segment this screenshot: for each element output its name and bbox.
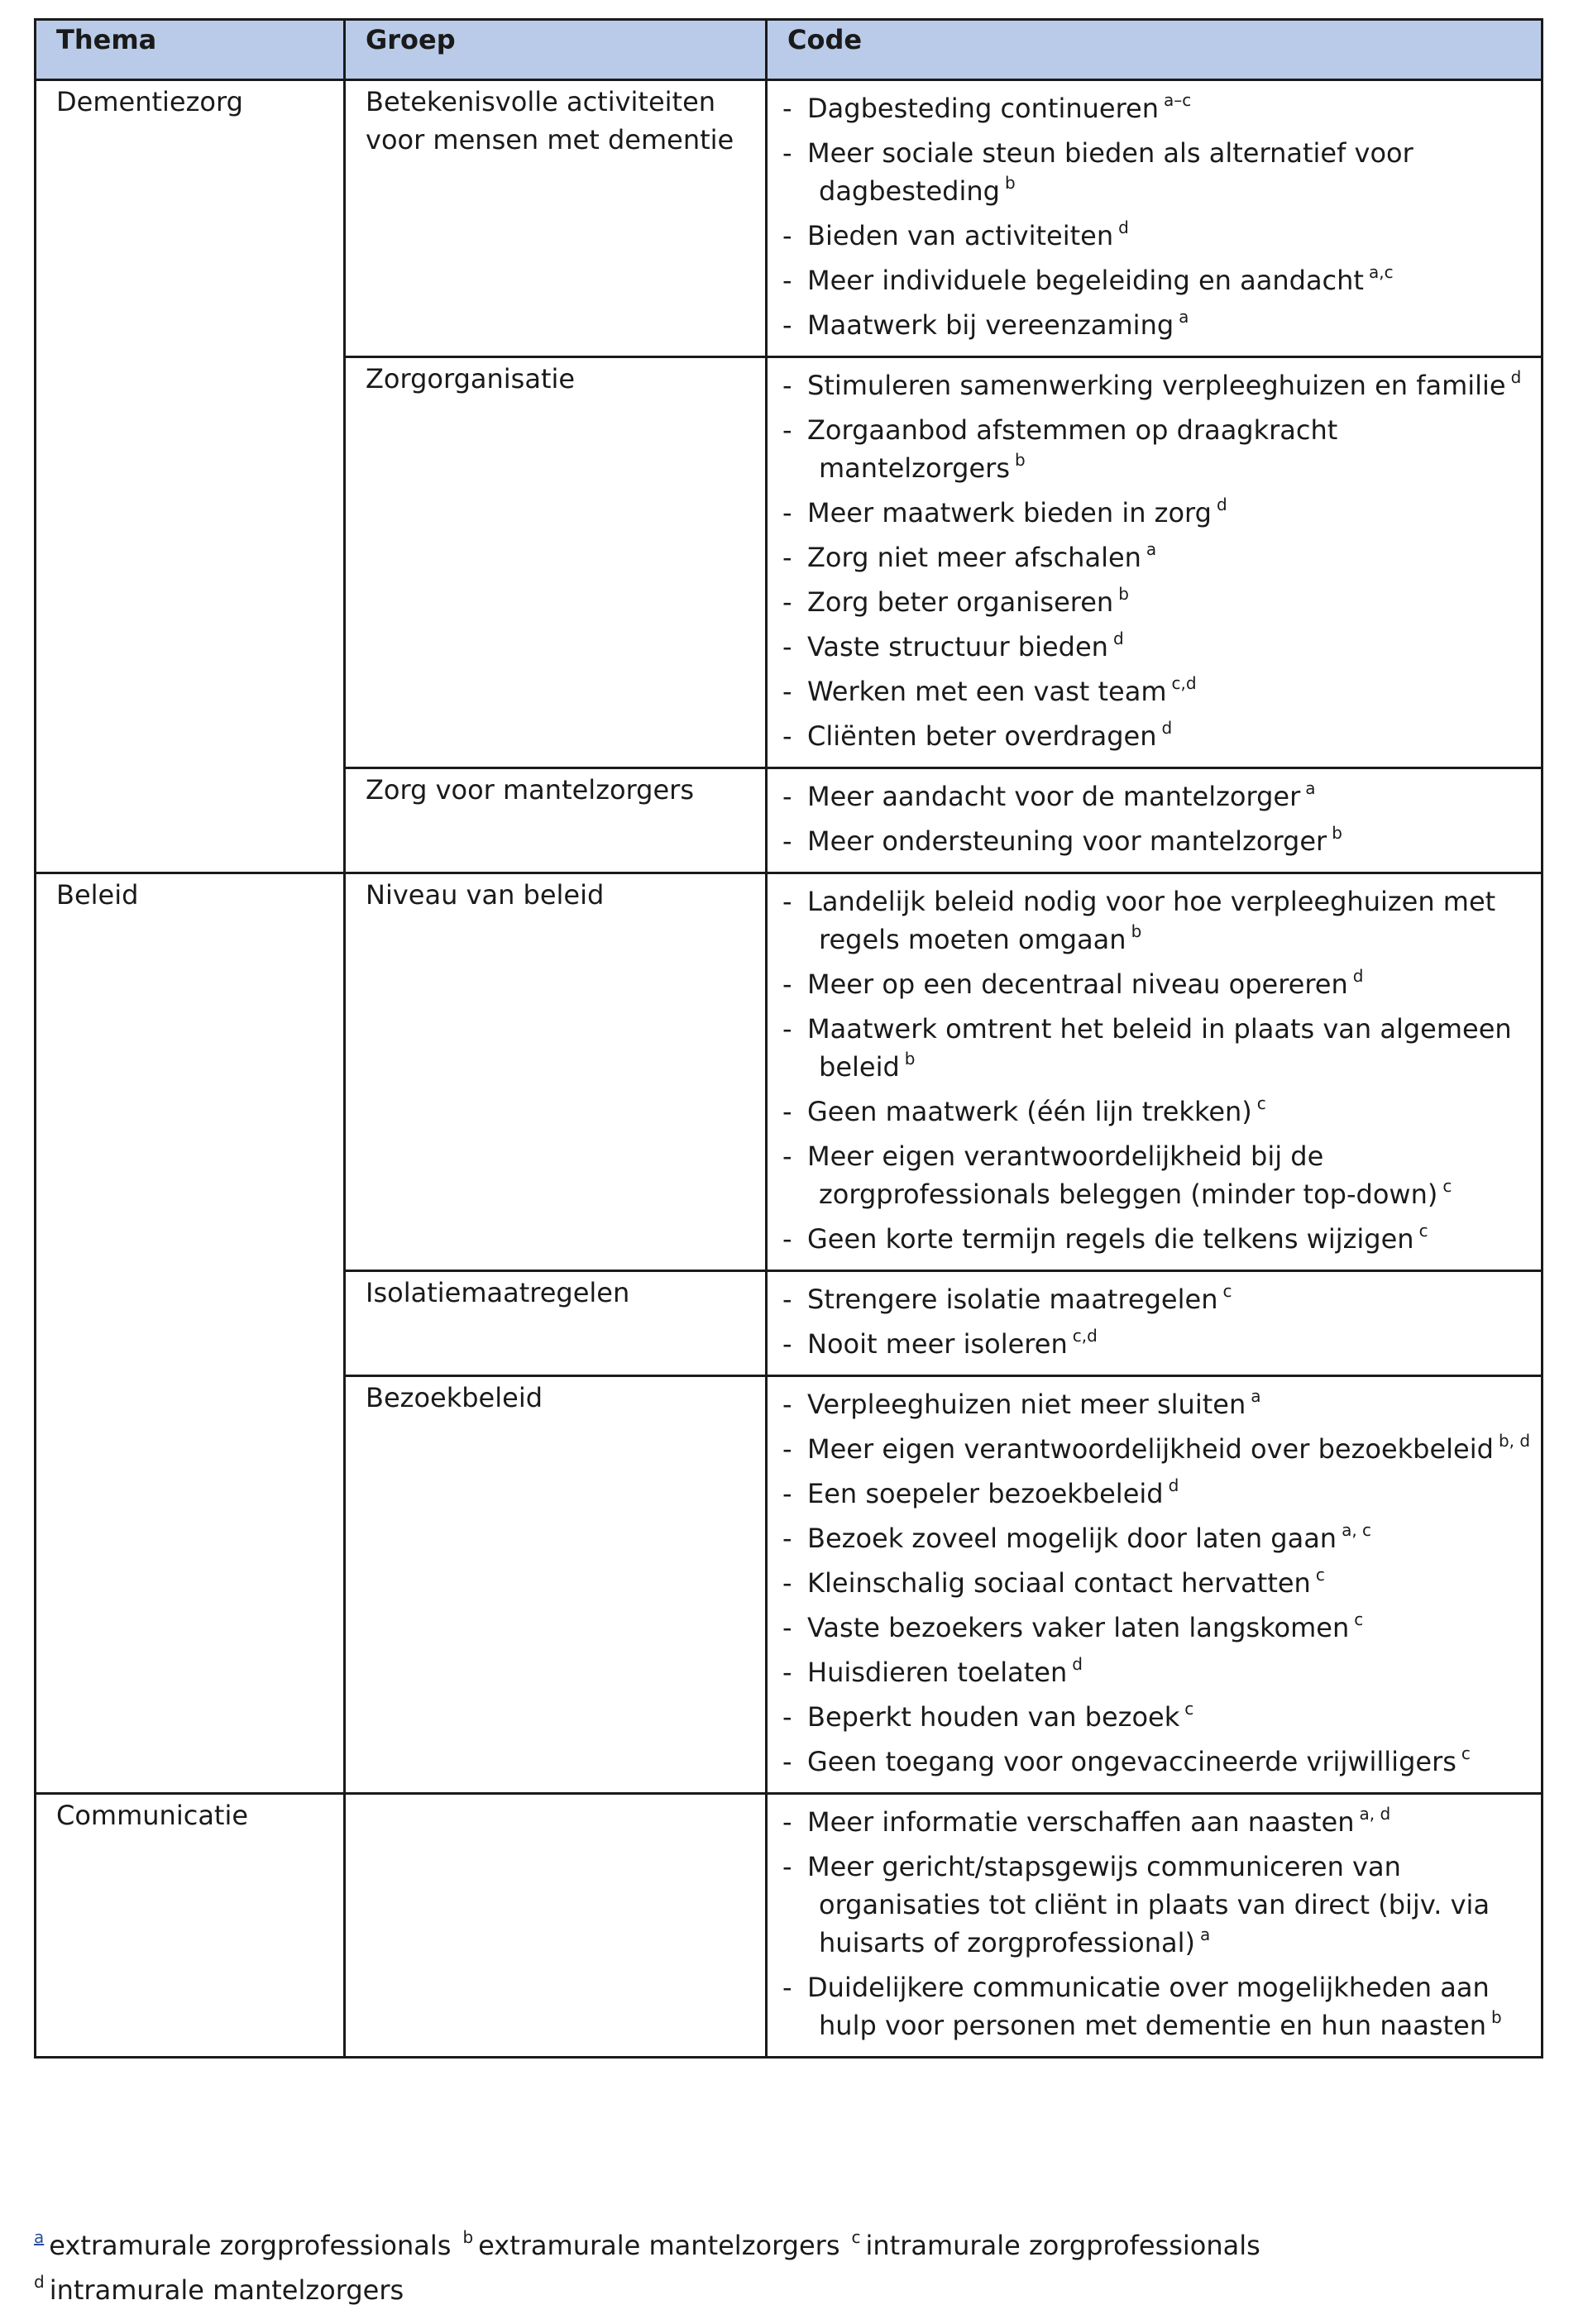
code-item: [782, 583, 1531, 621]
groep-cell: Bezoekbeleid: [345, 1376, 767, 1794]
code-item: [782, 306, 1531, 344]
code-text: Cliënten beter overdragen: [807, 720, 1157, 752]
column-header-code: Code: [767, 20, 1543, 80]
source-marker: c,d: [1072, 1326, 1098, 1346]
source-marker: d: [1072, 1654, 1083, 1674]
code-text: Maatwerk omtrent het beleid in plaats van algemeen beleid: [807, 1013, 1512, 1083]
list-dash: -: [782, 720, 792, 752]
code-text: Strengere isolatie maatregelen: [807, 1284, 1218, 1315]
list-dash: -: [782, 1851, 792, 1882]
code-text: Bezoek zoveel mogelijk door laten gaan: [807, 1523, 1337, 1554]
code-cell: [767, 80, 1543, 357]
code-text: Huisdieren toelaten: [807, 1657, 1068, 1688]
footnotes: [34, 2223, 1541, 2312]
code-text: Meer sociale steun bieden als alternatief voor dagbesteding: [807, 137, 1413, 207]
list-dash: -: [782, 137, 792, 169]
codes-table: [34, 18, 1543, 2059]
list-dash: -: [782, 1223, 792, 1255]
list-dash: -: [782, 542, 792, 573]
code-text: Bieden van activiteiten: [807, 220, 1114, 251]
code-list: [782, 1803, 1531, 2044]
list-dash: -: [782, 631, 792, 662]
code-cell: [767, 1794, 1543, 2058]
source-marker: a: [1251, 1386, 1261, 1406]
footnote-line-2: [34, 2268, 1541, 2312]
footnote-marker: d: [34, 2272, 45, 2292]
code-item: [782, 1803, 1531, 1841]
list-dash: -: [782, 886, 792, 917]
thema-cell: Dementiezorg: [36, 80, 345, 873]
list-dash: -: [782, 370, 792, 401]
code-text: Kleinschalig sociaal contact hervatten: [807, 1567, 1311, 1599]
code-item: [782, 628, 1531, 666]
code-text: Meer op een decentraal niveau opereren: [807, 968, 1348, 1000]
source-marker: c: [1256, 1093, 1266, 1113]
source-marker: a: [1179, 307, 1189, 327]
code-item: [782, 1430, 1531, 1468]
code-item: [782, 261, 1531, 299]
code-cell: [767, 1271, 1543, 1376]
code-item: [782, 1385, 1531, 1423]
code-item: [782, 1564, 1531, 1602]
code-item: [782, 1475, 1531, 1513]
footnote-item: [851, 2227, 1260, 2261]
code-item: [782, 411, 1531, 487]
code-item: [782, 822, 1531, 860]
source-marker: a–c: [1164, 90, 1192, 110]
code-cell: [767, 873, 1543, 1271]
code-item: [782, 777, 1531, 815]
code-item: [782, 1137, 1531, 1213]
source-marker: b: [1004, 173, 1016, 193]
code-cell: [767, 357, 1543, 768]
thema-cell: Communicatie: [36, 1794, 345, 2058]
code-item: [782, 965, 1531, 1003]
source-marker: c: [1222, 1281, 1232, 1301]
footnote-text: extramurale mantelzorgers: [478, 2230, 840, 2261]
footnote-item: [34, 2274, 404, 2306]
source-marker: a, c: [1342, 1520, 1372, 1540]
code-list: [782, 1280, 1531, 1363]
list-dash: -: [782, 1013, 792, 1045]
code-cell: [767, 768, 1543, 873]
list-dash: -: [782, 1657, 792, 1688]
code-cell: [767, 1376, 1543, 1794]
code-list: [782, 89, 1531, 344]
code-text: Beperkt houden van bezoek: [807, 1701, 1180, 1733]
code-text: Geen korte termijn regels die telkens wijzigen: [807, 1223, 1414, 1255]
code-item: [782, 366, 1531, 404]
list-dash: -: [782, 1972, 792, 2003]
list-dash: -: [782, 1140, 792, 1172]
list-dash: -: [782, 1567, 792, 1599]
source-marker: c,d: [1171, 673, 1197, 693]
groep-cell: Betekenisvolle activiteiten voor mensen met dementie: [345, 80, 767, 357]
list-dash: -: [782, 825, 792, 857]
footnote-marker: c: [851, 2227, 861, 2247]
code-text: Zorg beter organiseren: [807, 586, 1114, 618]
list-dash: -: [782, 220, 792, 251]
code-item: [782, 1220, 1531, 1258]
footnote-marker: a: [34, 2227, 45, 2247]
source-marker: d: [1216, 495, 1227, 514]
code-item: [782, 717, 1531, 755]
code-text: Meer ondersteuning voor mantelzorger: [807, 825, 1327, 857]
source-marker: d: [1161, 718, 1173, 738]
list-dash: -: [782, 1389, 792, 1420]
source-marker: b, d: [1498, 1431, 1531, 1451]
list-dash: -: [782, 1433, 792, 1465]
list-dash: -: [782, 1806, 792, 1838]
code-item: [782, 217, 1531, 255]
table-body: [36, 80, 1543, 2058]
code-item: [782, 1325, 1531, 1363]
column-header-groep: Groep: [345, 20, 767, 80]
code-text: Werken met een vast team: [807, 676, 1167, 707]
code-item: [782, 882, 1531, 959]
code-item: [782, 134, 1531, 210]
groep-cell: [345, 1794, 767, 2058]
code-item: [782, 1093, 1531, 1131]
list-dash: -: [782, 968, 792, 1000]
list-dash: -: [782, 1523, 792, 1554]
table-row: [36, 80, 1543, 357]
footnote-line-1: [34, 2223, 1541, 2268]
list-dash: -: [782, 1701, 792, 1733]
code-text: Dagbesteding continueren: [807, 93, 1159, 124]
list-dash: -: [782, 309, 792, 341]
code-text: Duidelijkere communicatie over mogelijkheden aan hulp voor personen met dementie en hun naasten: [807, 1972, 1490, 2041]
code-item: [782, 1848, 1531, 1962]
source-marker: b: [1131, 921, 1142, 941]
list-dash: -: [782, 676, 792, 707]
list-dash: -: [782, 1612, 792, 1643]
footnote-text: intramurale zorgprofessionals: [865, 2230, 1260, 2261]
column-header-thema: Thema: [36, 20, 345, 80]
source-marker: d: [1510, 367, 1522, 387]
code-text: Maatwerk bij vereenzaming: [807, 309, 1174, 341]
code-list: [782, 777, 1531, 860]
source-marker: a, d: [1359, 1804, 1391, 1824]
table-row: [36, 1794, 1543, 2058]
code-item: [782, 1280, 1531, 1318]
footnote-item: [34, 2227, 452, 2261]
source-marker: c: [1354, 1609, 1364, 1629]
code-item: [782, 89, 1531, 127]
code-text: Meer gericht/stapsgewijs communiceren van organisaties tot cliënt in plaats van direct (bijv. via huisarts of zorgprofessional): [807, 1851, 1490, 1958]
list-dash: -: [782, 1746, 792, 1777]
code-item: [782, 1653, 1531, 1691]
code-text: Meer informatie verschaffen aan naasten: [807, 1806, 1355, 1838]
code-list: [782, 882, 1531, 1258]
code-text: Vaste structuur bieden: [807, 631, 1108, 662]
code-text: Meer eigen verantwoordelijkheid bij de zorgprofessionals beleggen (minder top-down): [807, 1140, 1438, 1210]
source-marker: d: [1112, 629, 1124, 648]
source-marker: c: [1442, 1176, 1452, 1196]
source-marker: b: [1014, 450, 1026, 470]
groep-cell: Zorg voor mantelzorgers: [345, 768, 767, 873]
table-row: [36, 873, 1543, 1271]
source-marker: b: [904, 1049, 916, 1069]
list-dash: -: [782, 414, 792, 446]
code-text: Meer maatwerk bieden in zorg: [807, 497, 1212, 528]
code-item: [782, 1519, 1531, 1557]
source-marker: d: [1118, 218, 1129, 237]
source-marker: b: [1332, 823, 1342, 843]
source-marker: d: [1168, 1475, 1179, 1495]
code-text: Geen maatwerk (één lijn trekken): [807, 1096, 1252, 1127]
footnote-item: [462, 2227, 840, 2261]
code-text: Stimuleren samenwerking verpleeghuizen en familie: [807, 370, 1506, 401]
source-marker: b: [1491, 2007, 1502, 2027]
code-text: Zorg niet meer afschalen: [807, 542, 1141, 573]
code-text: Vaste bezoekers vaker laten langskomen: [807, 1612, 1350, 1643]
list-dash: -: [782, 1328, 792, 1360]
code-text: Nooit meer isoleren: [807, 1328, 1068, 1360]
list-dash: -: [782, 497, 792, 528]
table-header-row: [36, 20, 1543, 80]
list-dash: -: [782, 93, 792, 124]
code-item: [782, 1010, 1531, 1086]
source-marker: a,c: [1368, 262, 1394, 282]
source-marker: c: [1461, 1743, 1471, 1763]
code-list: [782, 1385, 1531, 1781]
source-marker: a: [1199, 1925, 1211, 1944]
groep-cell: Niveau van beleid: [345, 873, 767, 1271]
footnote-text: extramurale zorgprofessionals: [49, 2230, 452, 2261]
groep-cell: Zorgorganisatie: [345, 357, 767, 768]
list-dash: -: [782, 1284, 792, 1315]
source-marker: c: [1184, 1699, 1194, 1719]
code-text: Verpleeghuizen niet meer sluiten: [807, 1389, 1246, 1420]
list-dash: -: [782, 265, 792, 296]
code-text: Meer eigen verantwoordelijkheid over bezoekbeleid: [807, 1433, 1494, 1465]
code-item: [782, 538, 1531, 576]
code-item: [782, 1609, 1531, 1647]
groep-cell: Isolatiemaatregelen: [345, 1271, 767, 1376]
footnote-text: intramurale mantelzorgers: [49, 2274, 404, 2306]
footnote-marker: b: [462, 2227, 474, 2247]
thema-cell: Beleid: [36, 873, 345, 1794]
code-item: [782, 494, 1531, 532]
source-marker: c: [1418, 1221, 1428, 1241]
list-dash: -: [782, 1478, 792, 1509]
list-dash: -: [782, 586, 792, 618]
code-item: [782, 1968, 1531, 2044]
source-marker: a: [1146, 539, 1157, 559]
list-dash: -: [782, 1096, 792, 1127]
code-text: Landelijk beleid nodig voor hoe verpleeghuizen met regels moeten omgaan: [807, 886, 1496, 955]
code-text: Meer aandacht voor de mantelzorger: [807, 781, 1301, 812]
code-item: [782, 672, 1531, 710]
code-item: [782, 1698, 1531, 1736]
code-text: Geen toegang voor ongevaccineerde vrijwilligers: [807, 1746, 1456, 1777]
list-dash: -: [782, 781, 792, 812]
source-marker: b: [1118, 584, 1129, 604]
code-item: [782, 1743, 1531, 1781]
code-text: Meer individuele begeleiding en aandacht: [807, 265, 1364, 296]
source-marker: d: [1352, 966, 1364, 986]
code-list: [782, 366, 1531, 755]
code-text: Zorgaanbod afstemmen op draagkracht mantelzorgers: [807, 414, 1338, 484]
source-marker: a: [1305, 778, 1316, 798]
source-marker: c: [1315, 1565, 1325, 1585]
code-text: Een soepeler bezoekbeleid: [807, 1478, 1164, 1509]
